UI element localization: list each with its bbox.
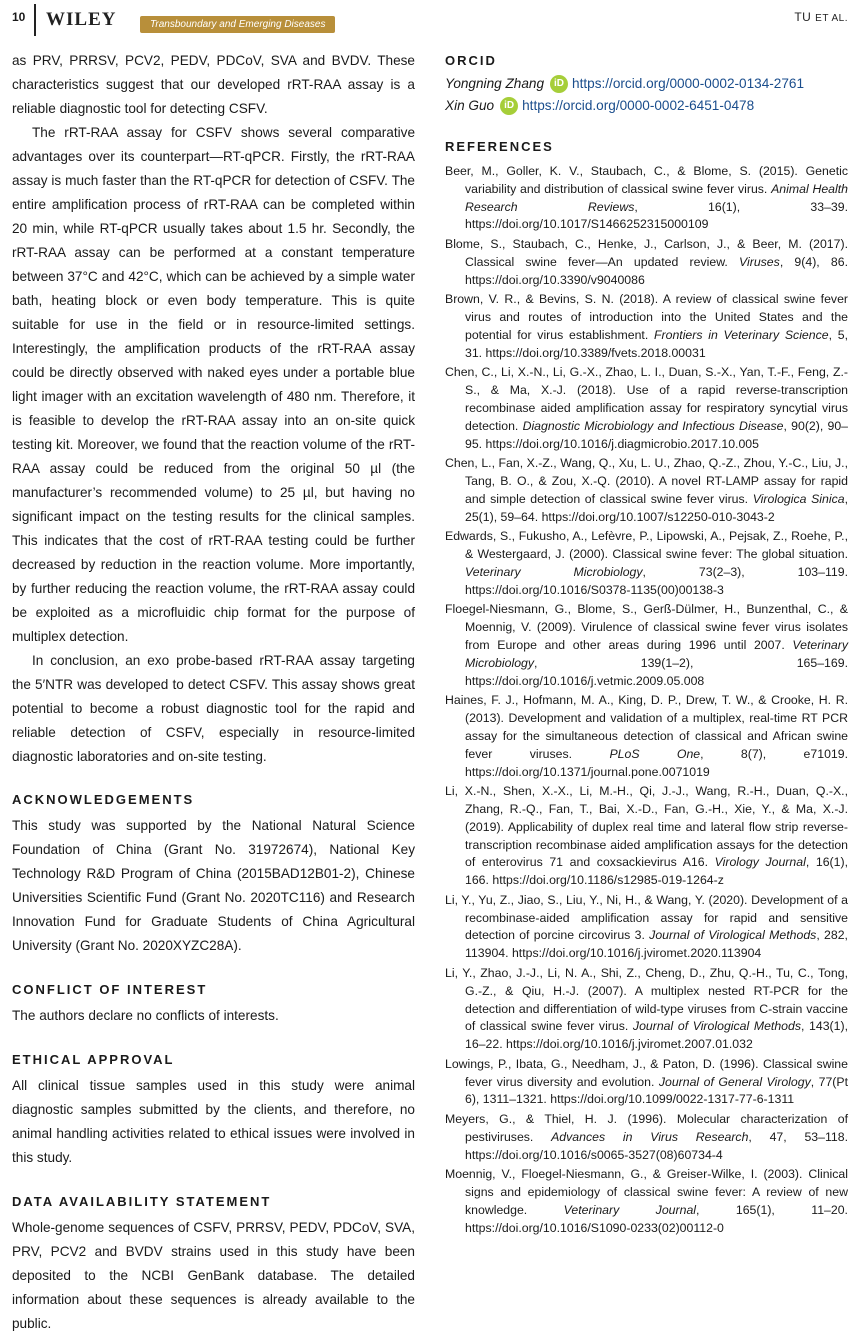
reference-journal: Veterinary Microbiology (465, 638, 848, 670)
reference-details: , 9(4), 86. https://doi.org/10.3390/v9040086 (465, 254, 848, 287)
conflict-text: The authors declare no conflicts of interests. (12, 1008, 279, 1023)
reference-details: , 8(7), e71019. https://doi.org/10.1371/journal.pone.0071019 (465, 746, 848, 779)
reference-item (445, 601, 848, 690)
reference-text: Chen, C., Li, X.-N., Li, G.-X., Zhao, L. I., Duan, S.-X., Yan, T.-F., Feng, Z.-S., & Ma, X.-J. (2018). Use of a rapid reverse-transcription recombinase aided amplification assay for respiratory syncytial virus detection. (445, 365, 848, 433)
reference-item (445, 1111, 848, 1164)
page-number: 10 (12, 10, 26, 24)
reference-item (445, 291, 848, 362)
page-header (0, 0, 860, 40)
reference-item (445, 965, 848, 1054)
reference-text: Edwards, S., Fukusho, A., Lefèvre, P., Lipowski, A., Pejsak, Z., Roehe, P., & Westergaard, J. (2000). Classical swine fever: The global situation. (445, 529, 848, 562)
reference-item (445, 692, 848, 781)
reference-item (445, 364, 848, 453)
reference-text: Li, Y., Yu, Z., Jiao, S., Liu, Y., Ni, H., & Wang, Y. (2020). Development of a recombinase-aided amplification assay for rapid and sensitive detection of porcine circovirus 3. (445, 892, 848, 943)
reference-text: Li, X.-N., Shen, X.-X., Li, M.-H., Qi, J.-J., Wang, R.-H., Duan, Q.-X., Zhang, R.-Q., Fan, T., Bai, X.-D., Fan, G.-H., Xie, Y., & Ma, X.-J. (2019). Applicability of duplex real time and lateral flow strip reverse-transcription recombinase aided amplification assays for the detection of enterovirus 71 and coxsackievirus A16. (445, 784, 848, 870)
reference-journal: Virologica Sinica (752, 491, 845, 506)
orcid-icon: iD (500, 97, 518, 115)
body-paragraph-1: as PRV, PRRSV, PCV2, PEDV, PDCoV, SVA and BVDV. These characteristics suggest that our developed rRT-RAA assay is a reliable diagnostic tool for detecting CSFV. (12, 53, 415, 116)
reference-journal: Journal of Virological Methods (632, 1019, 802, 1034)
ethical-heading: ETHICAL APPROVAL (12, 1052, 175, 1067)
orcid-author-name: Yongning Zhang (445, 76, 545, 91)
orcid-icon: iD (550, 75, 568, 93)
reference-details: , 5, 31. https://doi.org/10.3389/fvets.2018.00031 (465, 327, 849, 360)
reference-item (445, 528, 848, 599)
reference-details: , 73(2–3), 103–119. https://doi.org/10.1016/S0378-1135(00)00138-3 (465, 564, 848, 597)
reference-item (445, 236, 848, 289)
reference-item (445, 783, 848, 890)
conflict-heading: CONFLICT OF INTEREST (12, 982, 208, 997)
reference-item (445, 1056, 848, 1109)
orcid-entry (445, 73, 848, 95)
reference-journal: Frontiers in Veterinary Science (654, 327, 829, 342)
right-column (445, 49, 848, 1239)
orcid-link[interactable]: https://orcid.org/0000-0002-6451-0478 (522, 98, 755, 113)
journal-name: Transboundary and Emerging Diseases (140, 16, 335, 33)
reference-journal: Animal Health Research Reviews (465, 181, 848, 214)
ethical-text: All clinical tissue samples used in this study were animal diagnostic samples submitted by the clients, and therefore, no animal handling activities related to ethical issues were involved in this study. (12, 1078, 415, 1165)
references-list (445, 163, 848, 1238)
reference-details: , 165(1), 11–20. https://doi.org/10.1016/S1090-0233(02)00112-0 (465, 1203, 848, 1235)
reference-journal: Advances in Virus Research (551, 1129, 749, 1144)
reference-text: Meyers, G., & Thiel, H. J. (1996). Molecular characterization of pestiviruses. (445, 1112, 848, 1144)
reference-journal: Viruses (739, 254, 780, 269)
reference-details: , 25(1), 59–64. https://doi.org/10.1007/s12250-010-3043-2 (465, 491, 848, 524)
reference-details: , 16(1), 33–39. https://doi.org/10.1017/S1466252315000109 (465, 199, 849, 232)
running-head (794, 10, 848, 24)
acknowledgements-text: This study was supported by the National Natural Science Foundation of China (Grant No. 31972674), National Key Technology R&D Program of China (2015BAD12B01-2), Chinese Universities Scientific Fund (Grant No. 2020TC116) and Research Innovation Fund for Graduate Students of China Agricultural University (Grant No. 2020XYZC28A). (12, 818, 415, 953)
reference-text: Floegel-Niesmann, G., Blome, S., Gerß-Dülmer, H., Bunzenthal, C., & Moennig, V. (2009). Virulence of classical swine fever virus isolates from Europe and other areas during 1996 until 2007. (445, 602, 848, 653)
reference-text: Lowings, P., Ibata, G., Needham, J., & Paton, D. (1996). Classical swine fever virus diversity and evolution. (445, 1056, 848, 1089)
reference-journal: Veterinary Microbiology (465, 564, 643, 579)
reference-text: Li, Y., Zhao, J.-J., Li, N. A., Shi, Z., Cheng, D., Zhu, Q.-H., Tu, C., Tong, G.-Z., & Qiu, H.-J. (2007). A multiplex nested RT-PCR for the detection and differentiation of wild-type viruses from C-strain vaccine of classical swine fever virus. (445, 965, 848, 1034)
orcid-entry (445, 95, 848, 117)
running-head-author: TU (794, 10, 812, 24)
data-availability-text: Whole-genome sequences of CSFV, PRRSV, PEDV, PDCoV, SVA, PRV, PCV2 and BVDV strains used in this study have been deposited to the NCBI GenBank database. The detailed information about these sequences is already available to the public. (12, 1220, 415, 1331)
reference-journal: Virology Journal (714, 855, 806, 870)
reference-item (445, 163, 848, 234)
reference-journal: Veterinary Journal (563, 1203, 697, 1217)
acknowledgements-heading: ACKNOWLEDGEMENTS (12, 792, 195, 807)
body-paragraph-2: The rRT-RAA assay for CSFV shows several comparative advantages over its counterpart—RT-qPCR. Firstly, the rRT-RAA assay is much faster than the RT-qPCR for detection of CSFV. The entire amplification process of rRT-RAA can be completed within 20 min, while RT-qPCR usually takes about 1.5 hr. Secondly, the rRT-RAA assay can be performed at a constant temperature between 37°C and 42°C, which can be achieved by a simple water bath, heating block or even body temperature. This is quite suitable for use in the field or in resource-limited settings. Interestingly, the amplification products of the rRT-RAA assay could be directly observed with naked eyes under a portable blue light imager with an excitation wavelength of 480 nm. Therefore, it is feasible to develop the rRT-RAA assay into an on-site quick testing kit. Moreover, we found that the reaction volume of the rRT-RAA assay could be reduced from the original 50 µl (the manufacturer’s recommended volume) to 25 µl, but having no significant impact on the testing results for the clinical samples. This indicates that the cost of rRT-RAA testing could be further decreased by reduction in the reaction volume. More importantly, by further reducing the reaction volume, the rRT-RAA assay could be exploited as a microfluidic chip format for the purpose of multiplex detection. (12, 125, 415, 644)
header-divider (34, 4, 36, 36)
reference-text: Beer, M., Goller, K. V., Staubach, C., & Blome, S. (2015). Genetic variability and distribution of classical swine fever virus. (445, 164, 848, 196)
data-availability-heading: DATA AVAILABILITY STATEMENT (12, 1194, 272, 1209)
orcid-link[interactable]: https://orcid.org/0000-0002-0134-2761 (572, 76, 805, 91)
orcid-author-name: Xin Guo (445, 98, 495, 113)
reference-text: Blome, S., Staubach, C., Henke, J., Carlson, J., & Beer, M. (2017). Classical swine fever—An updated review. (445, 237, 848, 269)
reference-journal: Journal of Virological Methods (649, 928, 817, 943)
reference-item (445, 455, 848, 526)
reference-details: , 77(Pt 6), 1311–1321. https://doi.org/10.1099/0022-1317-77-6-1311 (465, 1074, 848, 1107)
reference-text: Haines, F. J., Hofmann, M. A., King, D. P., Drew, T. W., & Crooke, H. R. (2013). Development and validation of a multiplex, real-time RT PCR assay for the simultaneous detection of classical and African swine fever viruses. (445, 693, 848, 761)
reference-details: , 16(1), 166. https://doi.org/10.1186/s12985-019-1264-z (465, 855, 848, 888)
body-paragraph-3: In conclusion, an exo probe-based rRT-RAA assay targeting the 5′NTR was developed to detect CSFV. This assay shows great potential to become a robust diagnostic tool for the rapid and reliable detection of CSFV, especially in resource-limited diagnostic laboratories and on-site testing. (12, 653, 415, 764)
reference-journal: Journal of General Virology (658, 1074, 811, 1089)
reference-details: , 139(1–2), 165–169. https://doi.org/10.1016/j.vetmic.2009.05.008 (465, 655, 848, 688)
reference-text: Brown, V. R., & Bevins, S. N. (2018). A review of classical swine fever virus and routes of introduction into the United States and the potential for virus establishment. (445, 292, 848, 342)
running-head-etal: ET AL. (815, 13, 848, 24)
orcid-heading: ORCID (445, 53, 497, 68)
reference-journal: PLoS One (609, 746, 701, 761)
reference-text: Moennig, V., Floegel-Niesmann, G., & Greiser-Wilke, I. (2003). Clinical signs and epidemiology of classical swine fever: A review of new knowledge. (445, 1167, 848, 1217)
reference-details: , 47, 53–118. https://doi.org/10.1016/s0065-3527(08)60734-4 (465, 1129, 848, 1162)
left-column (12, 49, 415, 1336)
reference-details: , 282, 113904. https://doi.org/10.1016/j.jviromet.2020.113904 (465, 928, 848, 961)
reference-item (445, 1166, 848, 1237)
reference-item (445, 892, 848, 963)
references-heading: REFERENCES (445, 139, 554, 154)
wiley-logo: WILEY (46, 9, 117, 30)
reference-details: , 143(1), 16–22. https://doi.org/10.1016/j.jviromet.2007.01.032 (465, 1019, 849, 1052)
reference-text: Chen, L., Fan, X.-Z., Wang, Q., Xu, L. U., Zhao, Q.-Z., Zhou, Y.-C., Liu, J., Tang, B. O., & Zou, X.-Q. (2010). A novel RT-LAMP assay for rapid and simple detection of classical swine fever virus. (445, 456, 848, 506)
reference-details: , 90(2), 90–95. https://doi.org/10.1016/j.diagmicrobio.2017.10.005 (465, 418, 849, 451)
reference-journal: Diagnostic Microbiology and Infectious Disease (522, 418, 784, 433)
